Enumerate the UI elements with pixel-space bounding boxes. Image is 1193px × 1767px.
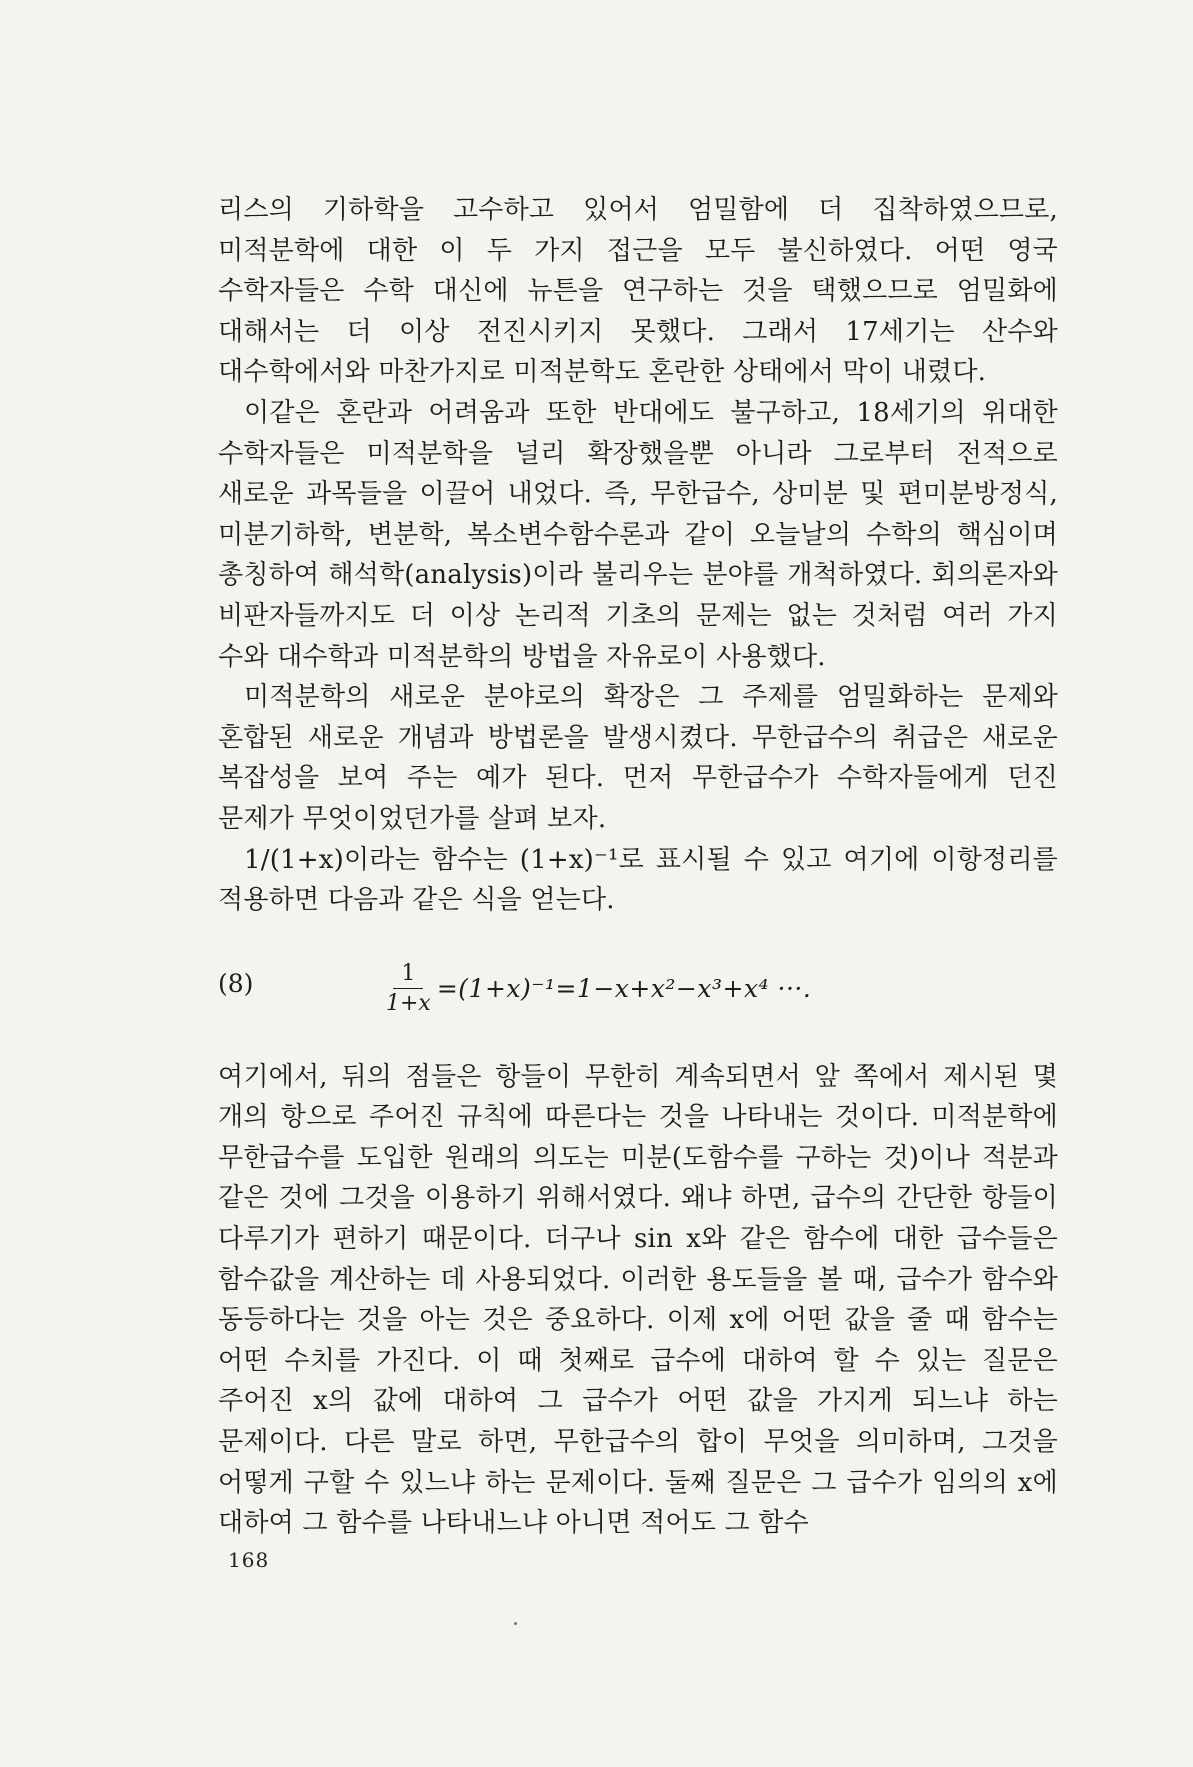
- paragraph-2: 이같은 혼란과 어려움과 또한 반대에도 불구하고, 18세기의 위대한 수학자들은 미적분학을 널리 확장했을뿐 아니라 그로부터 전적으로 새로운 과목들을 이끌어 내었다. 즉, 무한급수, 상미분 및 편미분방정식, 미분기하학, 변분학, 복소변수함수론과 같이 오늘날의 수학의 핵심이며 총칭하여 해석학(analysis)이라 불리우는 분야를 개척하였다. 회의론자와 비판자들까지도 더 이상 논리적 기초의 문제는 없는 것처럼 여러 가지 수와 대수학과 미적분학의 방법을 자유로이 사용했다.: [218, 397, 1058, 672]
- paragraph-4: 1/(1+x)이라는 함수는 (1+x)⁻¹로 표시될 수 있고 여기에 이항정리를 적용하면 다음과 같은 식을 얻는다.: [218, 844, 1058, 916]
- page-number: 168: [228, 1548, 270, 1572]
- equation-8: [218, 949, 1058, 1045]
- equation-number: (8): [218, 968, 254, 998]
- paragraph-3: 미적분학의 새로운 분야로의 확장은 그 주제를 엄밀화하는 문제와 혼합된 새로운 개념과 방법론을 발생시켰다. 무한급수의 취급은 새로운 복잡성을 보여 주는 예가 된다. 먼저 무한급수가 수학자들에게 던진 문제가 무엇이었던가를 살펴 보자.: [218, 682, 1058, 834]
- equation-body: [386, 949, 811, 1029]
- equation-fraction: [386, 961, 431, 1016]
- paragraph-1: 리스의 기하학을 고수하고 있어서 엄밀함에 더 집착하였으므로, 미적분학에 대한 이 두 가지 접근을 모두 불신하였다. 어떤 영국 수학자들은 수학 대신에 뉴튼을 연구하는 것을 택했으므로 엄밀화에 대해서는 더 이상 전진시키지 못했다. 그래서 17세기는 산수와 대수학에서와 마찬가지로 미적분학도 혼란한 상태에서 막이 내렸다.: [218, 195, 1058, 388]
- equation-rhs: =(1+x)⁻¹=1−x+x²−x³+x⁴ ···.: [436, 974, 812, 1004]
- page-content: [218, 190, 1058, 1590]
- paragraph-5: 여기에서, 뒤의 점들은 항들이 무한히 계속되면서 앞 쪽에서 제시된 몇 개의 항으로 주어진 규칙에 따른다는 것을 나타내는 것이다. 미적분학에 무한급수를 도입한 원래의 의도는 미분(도함수를 구하는 것)이나 적분과 같은 것에 그것을 이용하기 위해서였다. 왜냐 하면, 급수의 간단한 항들이 다루기가 편하기 때문이다. 더구나 sin x와 같은 함수에 대한 급수들은 함수값을 계산하는 데 사용되었다. 이러한 용도들을 볼 때, 급수가 함수와 동등하다는 것을 아는 것은 중요하다. 이제 x에 어떤 값을 줄 때 함수는 어떤 수치를 가진다. 이 때 첫째로 급수에 대하여 할 수 있는 질문은 주어진 x의 값에 대하여 그 급수가 어떤 값을 가지게 되느냐 하는 문제이다. 다른 말로 하면, 무한급수의 합이 무엇을 의미하며, 그것을 어떻게 구할 수 있느냐 하는 문제이다. 둘째 질문은 그 급수가 임의의 x에 대하여 그 함수를 나타내느냐 아니면 적어도 그 함수: [218, 1061, 1058, 1539]
- fraction-numerator: 1: [393, 961, 423, 989]
- scan-speck: [514, 1622, 517, 1625]
- fraction-denominator: 1+x: [386, 991, 431, 1017]
